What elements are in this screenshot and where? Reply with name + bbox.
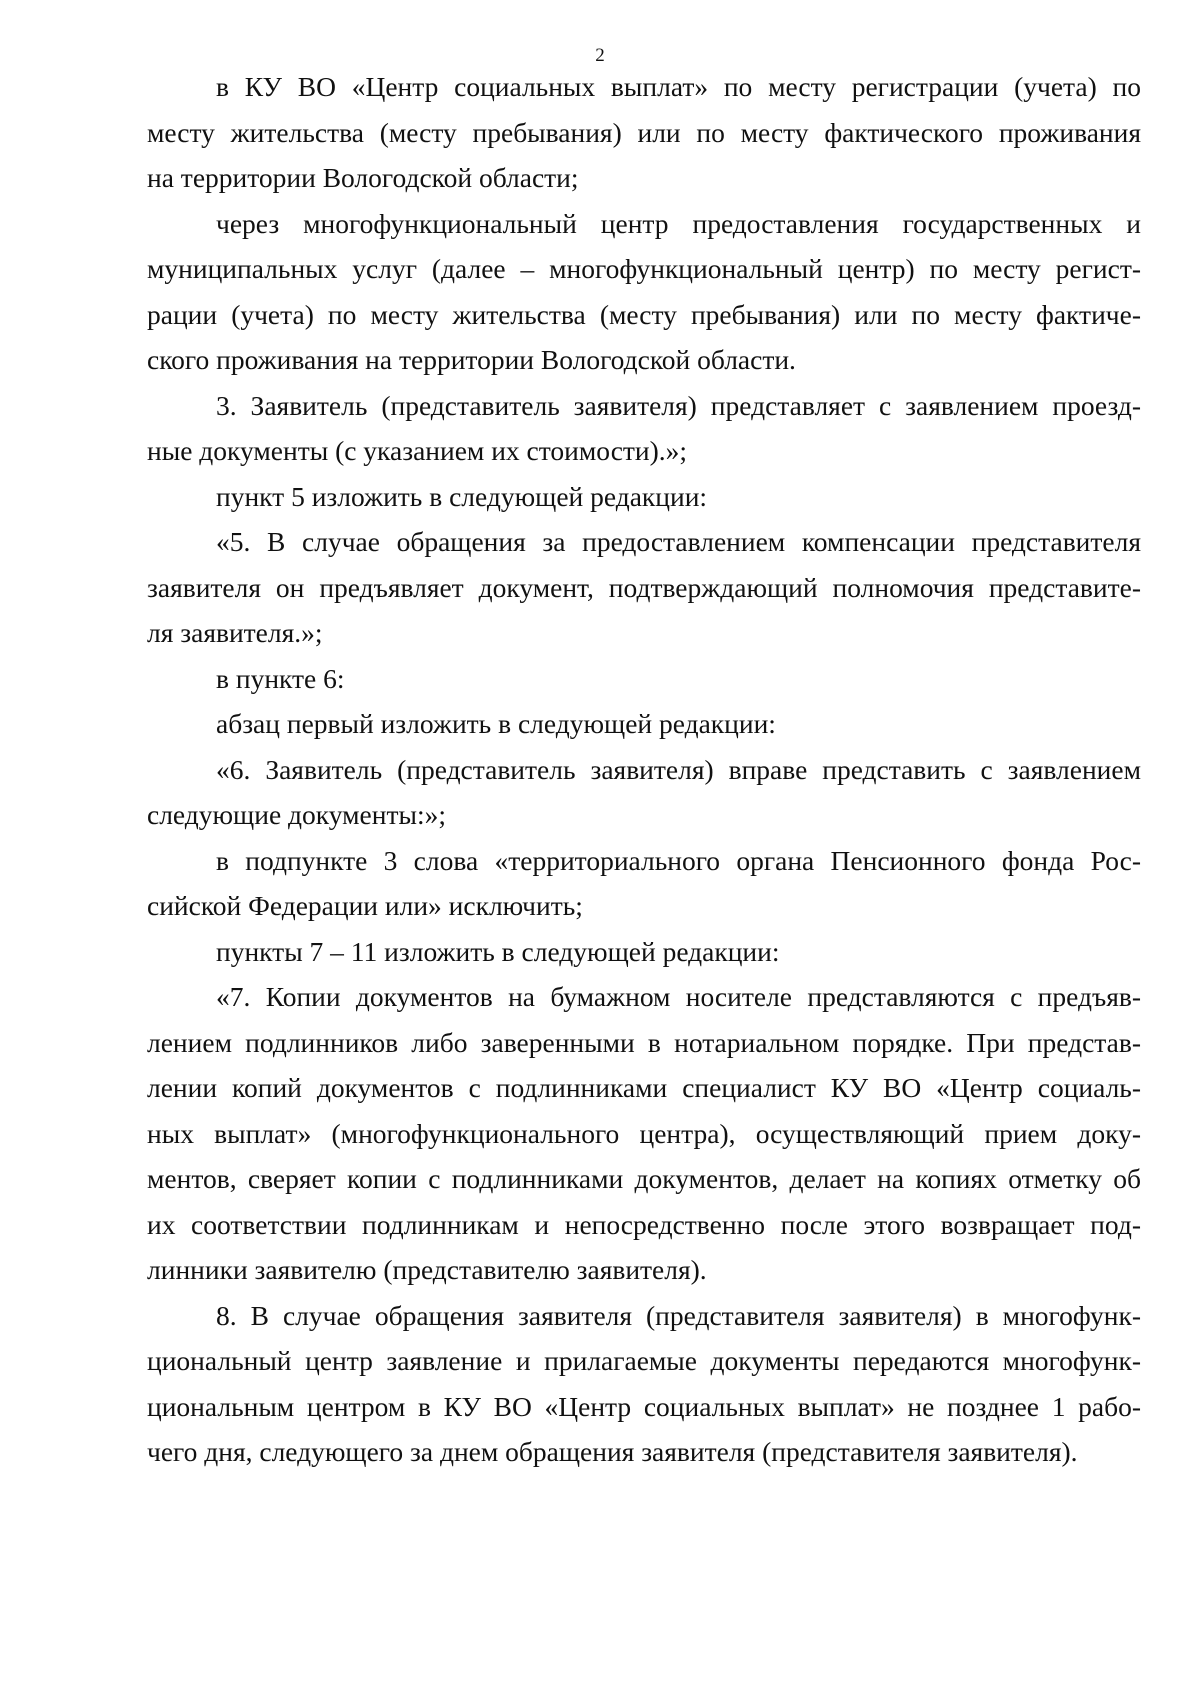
text-line: «6. Заявитель (представитель заявителя) вправе представить с заявлением — [216, 753, 1141, 785]
text-line: их соответствии подлинникам и непосредственно после этого возвращает под- — [147, 1208, 1141, 1240]
text-line: рации (учета) по месту жительства (месту пребывания) или по месту фактиче- — [147, 298, 1141, 330]
text-line: сийской Федерации или» исключить; — [147, 890, 583, 921]
page-number: 2 — [595, 45, 605, 66]
text-line: пункт 5 изложить в следующей редакции: — [216, 480, 708, 512]
text-line: циональный центр заявление и прилагаемые документы передаются многофунк- — [147, 1345, 1141, 1376]
paragraph — [147, 1293, 1141, 1475]
text-line: 3. Заявитель (представитель заявителя) представляет с заявлением проезд- — [216, 389, 1141, 421]
text-line: ные документы (с указанием их стоимости).»; — [147, 435, 688, 466]
text-line: лением подлинников либо заверенными в нотариальном порядке. При представ- — [147, 1026, 1141, 1058]
paragraph — [147, 474, 1141, 520]
text-line: ского проживания на территории Вологодской области. — [147, 344, 796, 375]
text-line: ля заявителя.»; — [147, 617, 323, 648]
text-line: ных выплат» (многофункционального центра), осуществляющий прием доку- — [147, 1117, 1141, 1149]
paragraph — [147, 929, 1141, 975]
paragraph — [147, 383, 1141, 474]
text-line: в КУ ВО «Центр социальных выплат» по месту регистрации (учета) по — [216, 71, 1141, 102]
text-line: пункты 7 – 11 изложить в следующей редакции: — [216, 935, 780, 967]
text-line: циональным центром в КУ ВО «Центр социальных выплат» не позднее 1 рабо- — [147, 1390, 1141, 1422]
text-line: «7. Копии документов на бумажном носителе представляются с предъяв- — [216, 981, 1141, 1012]
paragraph — [147, 64, 1141, 201]
text-line: в пункте 6: — [216, 662, 345, 694]
text-line: муниципальных услуг (далее – многофункциональный центр) по месту регист- — [147, 253, 1141, 284]
text-line: абзац первый изложить в следующей редакции: — [216, 708, 776, 739]
paragraph — [147, 519, 1141, 656]
paragraph — [147, 747, 1141, 838]
document-body — [147, 64, 1141, 1475]
text-line: лении копий документов с подлинниками специалист КУ ВО «Центр социаль- — [147, 1072, 1141, 1103]
paragraph — [147, 974, 1141, 1293]
text-line: линники заявителю (представителю заявителя). — [147, 1254, 707, 1285]
text-line: месту жительства (месту пребывания) или по месту фактического проживания — [147, 116, 1141, 148]
paragraph — [147, 201, 1141, 383]
text-line: заявителя он предъявляет документ, подтверждающий полномочия представите- — [147, 571, 1141, 603]
text-line: на территории Вологодской области; — [147, 162, 579, 193]
text-line: «5. В случае обращения за предоставлением компенсации представителя — [216, 526, 1141, 557]
paragraph — [147, 838, 1141, 929]
text-line: через многофункциональный центр предоставления государственных и — [216, 207, 1141, 239]
text-line: чего дня, следующего за днем обращения заявителя (представителя заявителя). — [147, 1436, 1078, 1467]
text-line: следующие документы:»; — [147, 799, 446, 830]
paragraph — [147, 701, 1141, 747]
text-line: ментов, сверяет копии с подлинниками документов, делает на копиях отметку об — [147, 1163, 1141, 1194]
text-line: в подпункте 3 слова «территориального органа Пенсионного фонда Рос- — [216, 844, 1141, 876]
paragraph — [147, 656, 1141, 702]
text-line: 8. В случае обращения заявителя (представителя заявителя) в многофунк- — [216, 1299, 1141, 1331]
